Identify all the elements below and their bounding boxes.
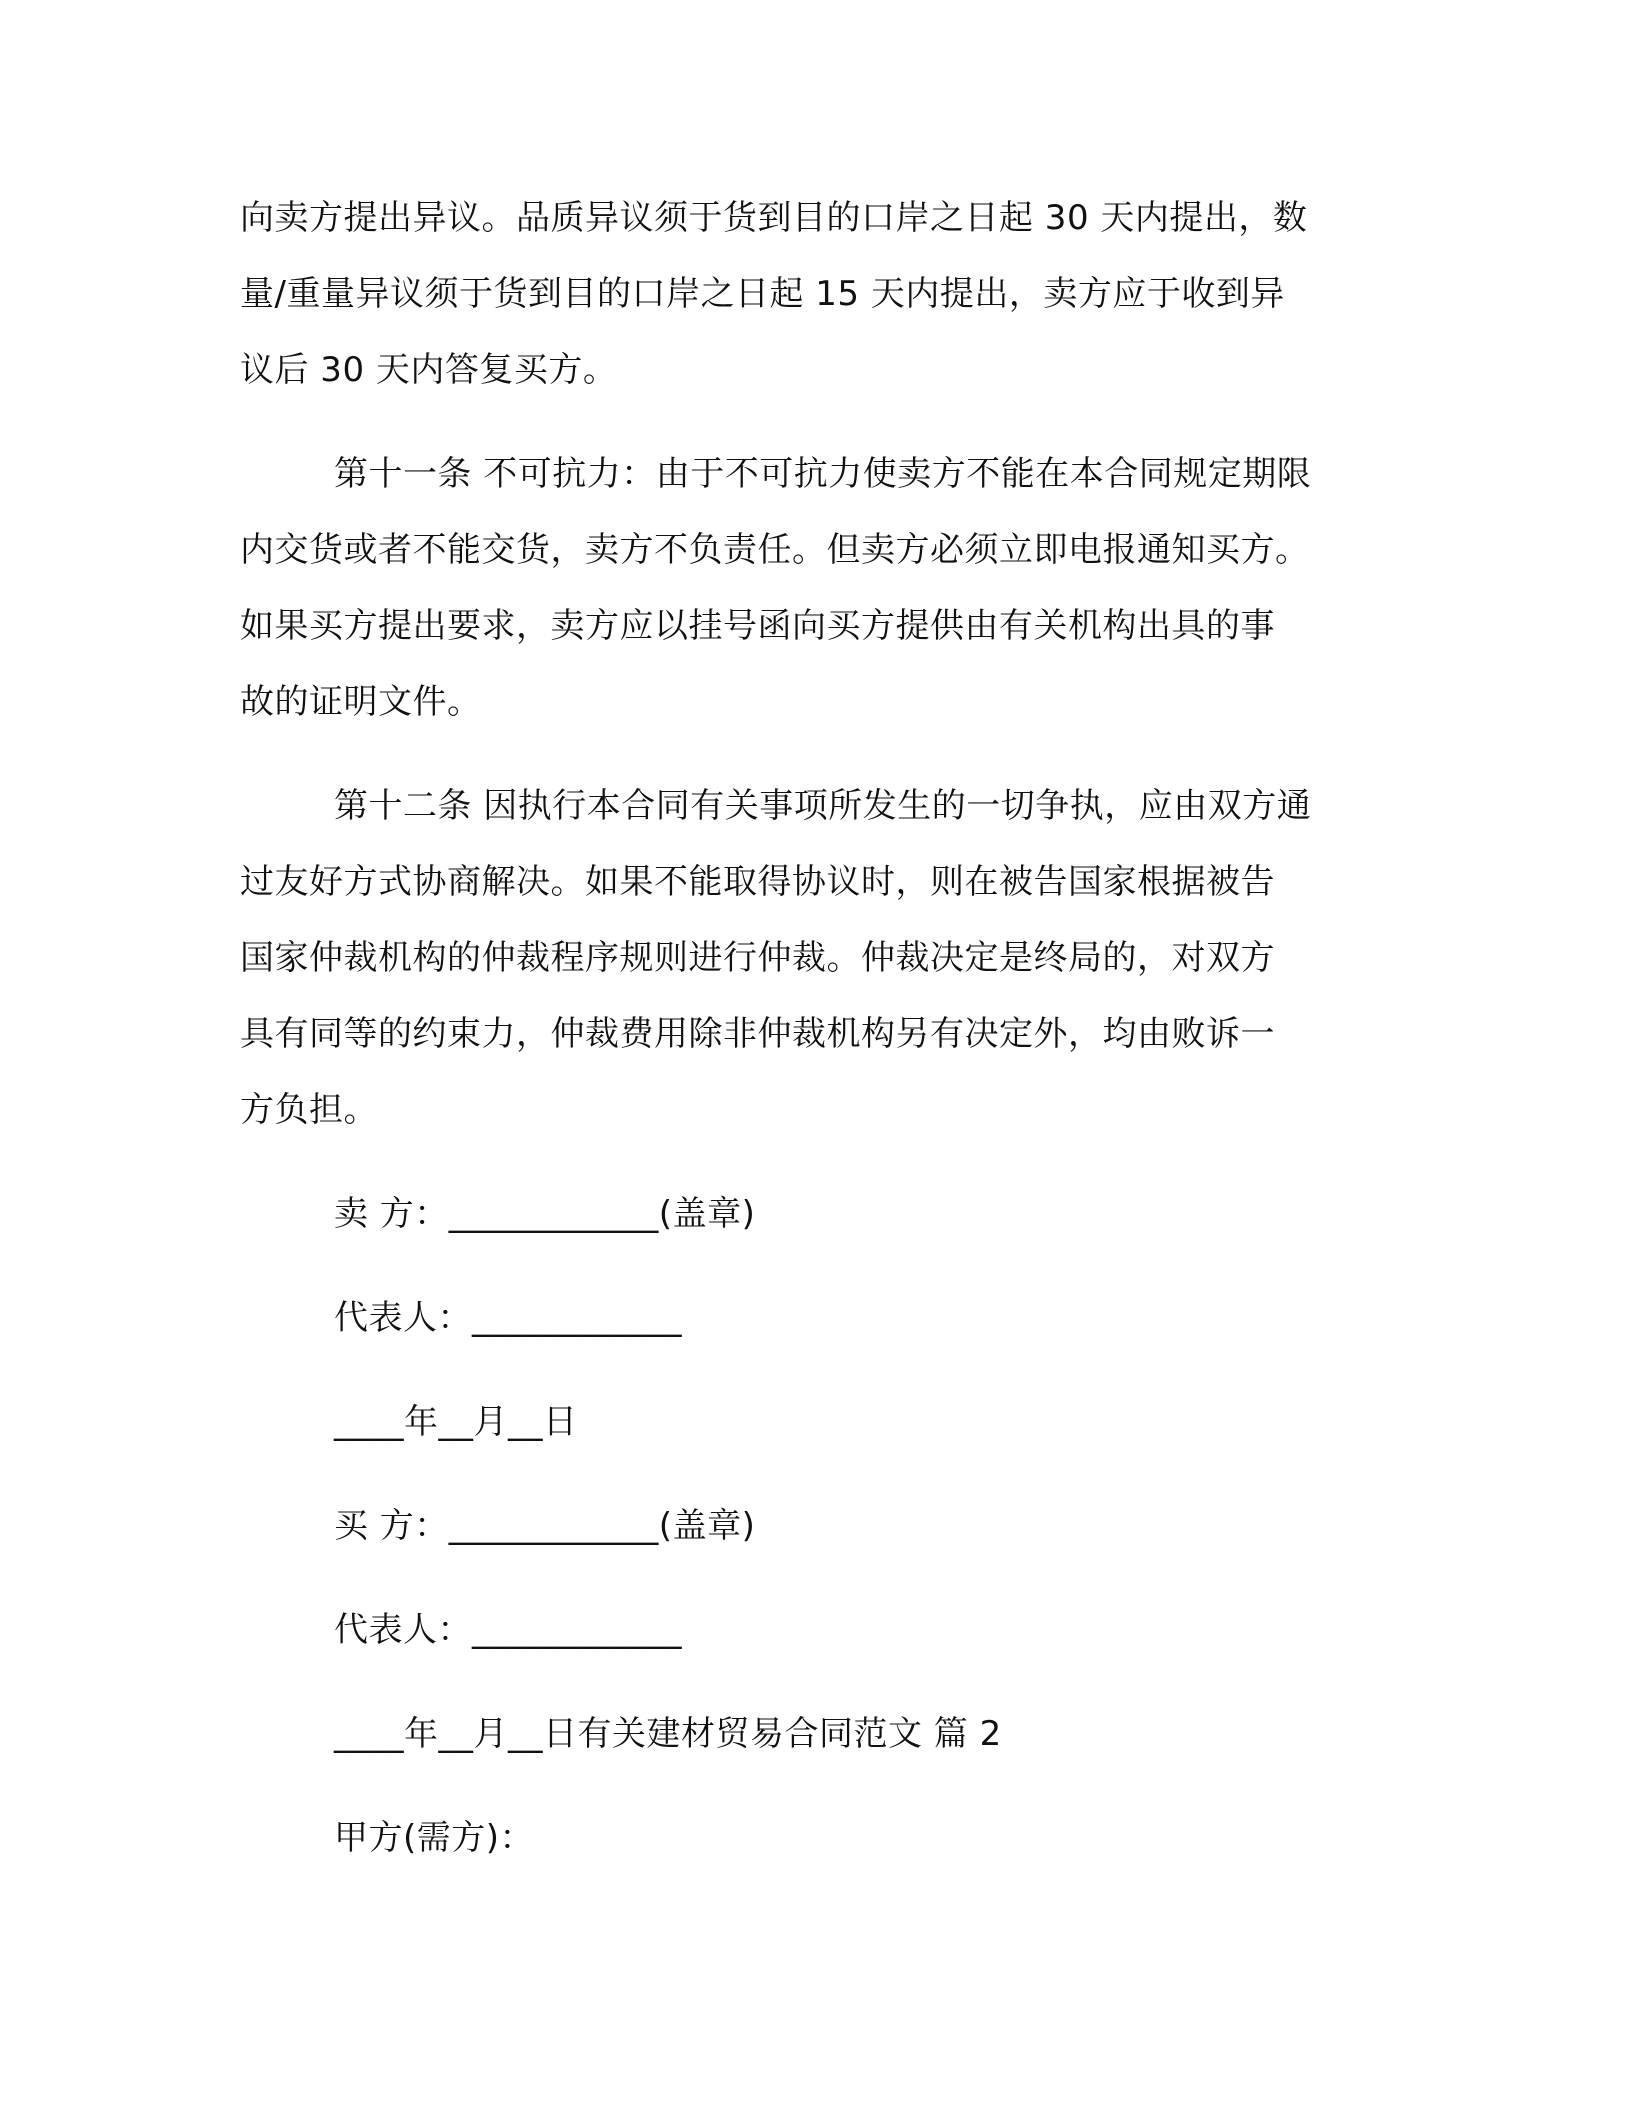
article-11-heading-line: 第十一条 不可抗力：由于不可抗力使卖方不能在本合同规定期限 — [334, 454, 1312, 494]
buyer-representative-line: 代表人：____________ — [334, 1610, 682, 1650]
paragraph-line: 方负担。 — [240, 1090, 378, 1130]
paragraph-line: 量/重量异议须于货到目的口岸之日起 15 天内提出，卖方应于收到异 — [240, 274, 1285, 314]
seller-representative-line: 代表人：____________ — [334, 1298, 682, 1338]
paragraph-line: 具有同等的约束力，仲裁费用除非仲裁机构另有决定外，均由败诉一 — [240, 1014, 1275, 1054]
paragraph-line: 议后 30 天内答复买方。 — [240, 350, 618, 390]
party-a-line: 甲方(需方)： — [334, 1818, 535, 1858]
paragraph-line: 国家仲裁机构的仲裁程序规则进行仲裁。仲裁决定是终局的，对双方 — [240, 938, 1275, 978]
buyer-date-and-title-line: ____年__月__日有关建材贸易合同范文 篇 2 — [334, 1714, 1002, 1754]
seller-date-line: ____年__月__日 — [334, 1402, 578, 1442]
paragraph-line: 故的证明文件。 — [240, 682, 482, 722]
paragraph-line: 内交货或者不能交货，卖方不负责任。但卖方必须立即电报通知买方。 — [240, 530, 1310, 570]
article-12-heading-line: 第十二条 因执行本合同有关事项所发生的一切争执，应由双方通 — [334, 786, 1312, 826]
paragraph-line: 如果买方提出要求，卖方应以挂号函向买方提供由有关机构出具的事 — [240, 606, 1275, 646]
paragraph-line: 过友好方式协商解决。如果不能取得协议时，则在被告国家根据被告 — [240, 862, 1275, 902]
seller-signature-line: 卖 方：____________(盖章) — [334, 1194, 756, 1234]
buyer-signature-line: 买 方：____________(盖章) — [334, 1506, 756, 1546]
paragraph-line: 向卖方提出异议。品质异议须于货到目的口岸之日起 30 天内提出，数 — [240, 198, 1308, 238]
